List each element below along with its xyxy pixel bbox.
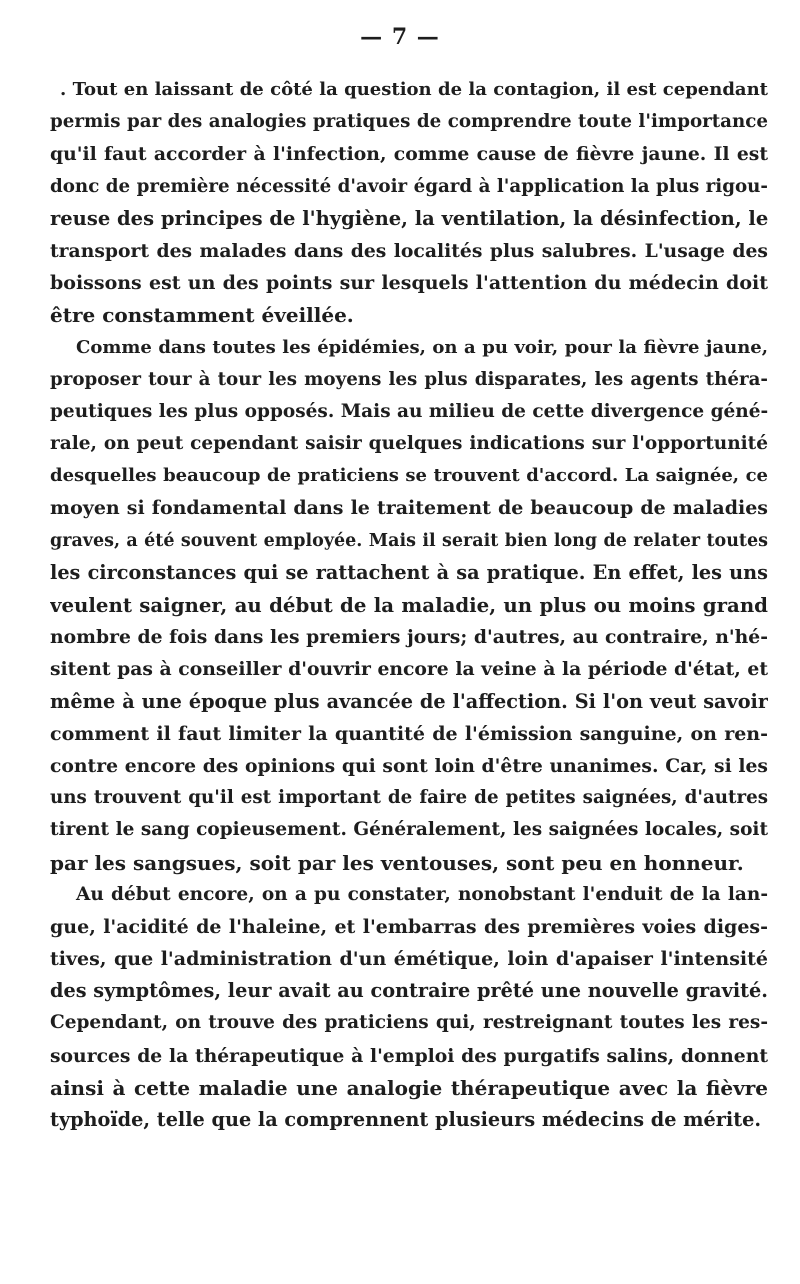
- text-line: moyen si fondamental dans le traitement de beaucoup de maladies: [50, 497, 768, 520]
- text-line: sitent pas à conseiller d'ouvrir encore la veine à la période d'état, et: [50, 658, 768, 681]
- text-line: . Tout en laissant de côté la question de la contagion, il est cependant: [60, 79, 768, 100]
- body-text: [50, 74, 768, 1136]
- text-line: boissons est un des points sur lesquels l'attention du médecin doit: [50, 272, 768, 295]
- text-line: desquelles beaucoup de praticiens se trouvent d'accord. La saignée, ce: [50, 465, 768, 487]
- text-line: des symptômes, leur avait au contraire prêté une nouvelle gravité.: [50, 979, 768, 1003]
- text-line: les circonstances qui se rattachent à sa pratique. En effet, les uns: [50, 560, 768, 584]
- text-line: sources de la thérapeutique à l'emploi des purgatifs salins, donnent: [50, 1044, 768, 1067]
- text-line: uns trouvent qu'il est important de faire de petites saignées, d'autres: [50, 787, 768, 809]
- text-line: peutiques les plus opposés. Mais au milieu de cette divergence géné-: [50, 400, 768, 422]
- text-line: Comme dans toutes les épidémies, on a pu voir, pour la fièvre jaune,: [76, 336, 768, 358]
- text-line: être constamment éveillée.: [50, 303, 354, 328]
- text-line: tirent le sang copieusement. Généralement, les saignées locales, soit: [50, 819, 768, 841]
- text-line: reuse des principes de l'hygiène, la ventilation, la désinfection, le: [50, 206, 768, 230]
- text-line: Au début encore, on a pu constater, nonobstant l'enduit de la lan-: [76, 883, 768, 905]
- text-line: rale, on peut cependant saisir quelques indications sur l'opportunité: [50, 433, 768, 455]
- page-number: — 7 —: [360, 24, 440, 50]
- text-line: transport des malades dans des localités plus salubres. L'usage des: [50, 239, 768, 262]
- text-line: proposer tour à tour les moyens les plus disparates, les agents théra-: [50, 368, 768, 390]
- text-line: ainsi à cette maladie une analogie thérapeutique avec la fièvre: [50, 1075, 768, 1100]
- text-line: qu'il faut accorder à l'infection, comme cause de fièvre jaune. Il est: [50, 143, 768, 166]
- text-line: donc de première nécessité d'avoir égard à l'application la plus rigou-: [50, 175, 768, 197]
- text-line: par les sangsues, soit par les ventouses, sont peu en honneur.: [50, 850, 744, 875]
- text-line: veulent saigner, au début de la maladie, un plus ou moins grand: [50, 593, 768, 617]
- text-line: typhoïde, telle que la comprennent plusieurs médecins de mérite.: [50, 1108, 762, 1131]
- text-line: comment il faut limiter la quantité de l'émission sanguine, on ren-: [50, 722, 768, 745]
- text-line: Cependant, on trouve des praticiens qui, restreignant toutes les res-: [50, 1012, 768, 1034]
- text-line: tives, que l'administration d'un émétique, loin d'apaiser l'intensité: [50, 948, 768, 971]
- text-line: gue, l'acidité de l'haleine, et l'embarras des premières voies diges-: [50, 915, 768, 938]
- text-line: contre encore des opinions qui sont loin d'être unanimes. Car, si les: [50, 754, 768, 777]
- text-line: graves, a été souvent employée. Mais il serait bien long de relater toutes: [50, 530, 768, 551]
- text-line: nombre de fois dans les premiers jours; d'autres, au contraire, n'hé-: [50, 626, 768, 649]
- text-line: permis par des analogies pratiques de comprendre toute l'importance: [50, 111, 768, 133]
- text-line: même à une époque plus avancée de l'affection. Si l'on veut savoir: [50, 689, 768, 713]
